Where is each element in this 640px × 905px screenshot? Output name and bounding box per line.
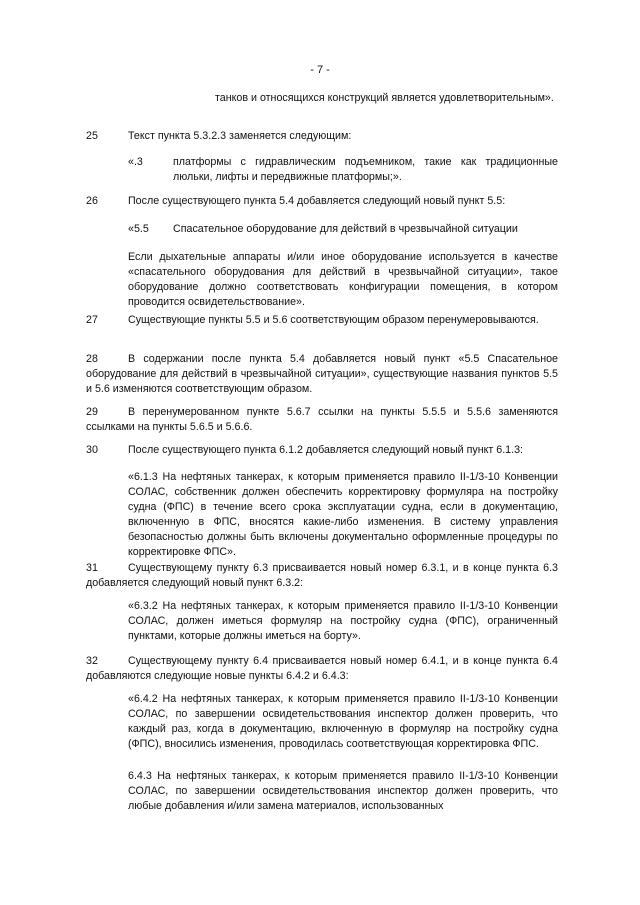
paragraph-30-quote: «6.1.3 На нефтяных танкерах, к которым применяется правило II-1/3-10 Конвенции СОЛАС, собственник должен обеспечить корректировку формуляра на постройку судна (ФПС) в течение всего срока эксплуатации судна, если в документацию, включенную в ФПС, вносятся какие-либо изменения. В систему управления безопасностью должны быть включены документально оформленные процедуры по корректировке ФПС». [128,471,558,558]
paragraph-number-27: 27 [86,314,98,326]
paragraph-number-28: 28 [86,353,98,365]
paragraph-26-sub-heading: Спасательное оборудование для действий в чрезвычайной ситуации [173,223,518,235]
paragraph-26-text: После существующего пункта 5.4 добавляется следующий новый пункт 5.5: [128,195,506,207]
paragraph-30-text: После существующего пункта 6.1.2 добавляется следующий новый пункт 6.1.3: [128,444,523,456]
paragraph-number-31: 31 [86,562,98,574]
paragraph-31-text: Существующему пункту 6.3 присваивается новый номер 6.3.1, и в конце пункта 6.3 добавляется следующий новый пункт 6.3.2: [86,562,558,589]
paragraph-number-30: 30 [86,444,98,456]
continuation-text: танков и относящихся конструкций является удовлетворительным». [215,92,554,104]
paragraph-number-25: 25 [86,130,98,142]
page-number: - 7 - [310,64,330,76]
paragraph-31-quote: «6.3.2 На нефтяных танкерах, к которым применяется правило II-1/3-10 Конвенции СОЛАС, должен иметься формуляр на постройку судна (ФПС), ограниченный пунктами, которые должны иметься на борту». [128,600,558,642]
paragraph-25-text: Текст пункта 5.3.2.3 заменяется следующим: [128,130,352,142]
paragraph-number-32: 32 [86,655,98,667]
paragraph-32-text: Существующему пункту 6.4 присваивается новый номер 6.4.1, и в конце пункта 6.4 добавляются следующие новые пункты 6.4.2 и 6.4.3: [86,655,558,682]
paragraph-32-quote-1: «6.4.2 На нефтяных танкерах, к которым применяется правило II-1/3-10 Конвенции СОЛАС, по завершении освидетельствования инспектор должен проверить, что каждый раз, когда в документацию, включенную в формуляр на постройку судна (ФПС), вносились изменения, проводилась соответствующая корректировка ФПС. [128,693,558,750]
paragraph-29-text: В перенумерованном пункте 5.6.7 ссылки на пункты 5.5.5 и 5.5.6 заменяются ссылками на пункты 5.6.5 и 5.6.6. [86,406,558,433]
paragraph-26-body: Если дыхательные аппараты и/или иное оборудование используется в качестве «спасательного оборудования для действий в чрезвычайной ситуации», такое оборудование должно соответствовать конфигурации помещения, в котором проводится освидетельствование». [128,251,558,308]
paragraph-number-26: 26 [86,195,98,207]
paragraph-25-sub-label: «.3 [128,156,143,168]
paragraph-28-text: В содержании после пункта 5.4 добавляется новый пункт «5.5 Спасательное оборудование для действий в чрезвычайной ситуации», существующие названия пунктов 5.5 и 5.6 изменяются соответствующим образом. [86,353,558,395]
paragraph-32-quote-2: 6.4.3 На нефтяных танкерах, к которым применяется правило II-1/3-10 Конвенции СОЛАС, по завершении освидетельствования инспектор должен проверить, что любые добавления и/или замена материалов, использованных [128,770,558,812]
paragraph-number-29: 29 [86,406,98,418]
paragraph-25-sub-text: платформы с гидравлическим подъемником, такие как традиционные люльки, лифты и передвижные платформы;». [173,156,558,183]
paragraph-26-sub-label: «5.5 [128,223,149,235]
paragraph-27-text: Существующие пункты 5.5 и 5.6 соответствующим образом перенумеровываются. [128,314,539,326]
